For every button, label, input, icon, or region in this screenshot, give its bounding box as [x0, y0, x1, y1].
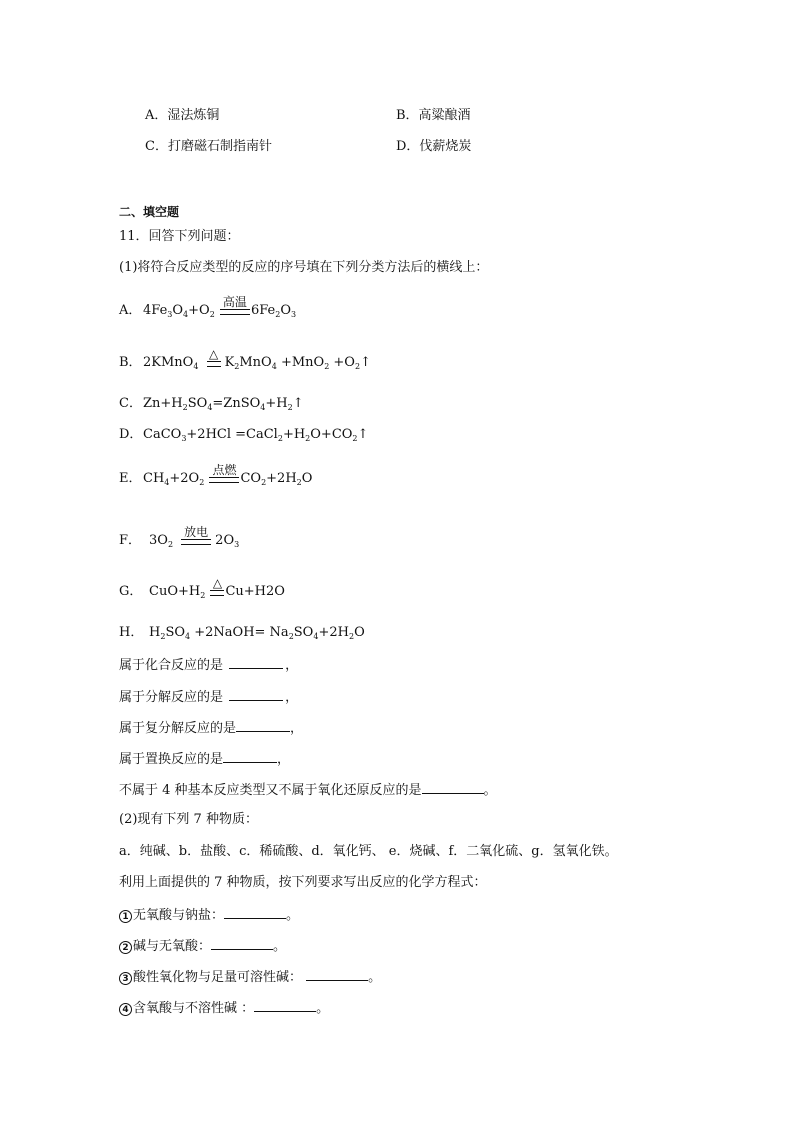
- equation-item-1: 1 无氧酸与钠盐： 。: [119, 906, 299, 924]
- reaction-e: E． $CH_4+2O_2$ 点燃 $CO_2+2H_2O$: [119, 463, 313, 487]
- equation-item-3: 3 酸性氧化物与足量可溶性碱： 。: [119, 968, 381, 986]
- reaction-label: D．: [119, 427, 143, 442]
- reaction-label: E．: [119, 471, 142, 486]
- section-title: 二、填空题: [119, 205, 180, 219]
- substances-list: a．纯碱、b．盐酸、c．稀硫酸、d．氧化钙、 e．烧碱、f．二氧化硫、g．氢氧化铁。: [119, 844, 618, 859]
- answer-blank[interactable]: [211, 937, 273, 950]
- fill-double-displacement: 属于复分解反应的是 ，: [119, 721, 304, 736]
- reaction-label: B．: [119, 355, 142, 370]
- reaction-label: C．: [119, 396, 142, 411]
- equation-item-4: 4 含氧酸与不溶性碱 ： 。: [119, 999, 329, 1017]
- fill-decomposition: 属于分解反应的是 ，: [119, 690, 299, 705]
- circled-number: 3: [119, 972, 132, 985]
- reaction-label: A．: [119, 303, 142, 318]
- reaction-condition: 高温: [220, 296, 250, 319]
- answer-blank[interactable]: [224, 906, 286, 919]
- circled-number: 4: [119, 1003, 132, 1016]
- fill-displacement: 属于置换反应的是 ，: [119, 752, 291, 767]
- reaction-h: H． $H_2SO_4$ +2NaOH= $Na_2SO_4+2H_2O$: [119, 625, 365, 641]
- circled-number: 1: [119, 910, 132, 923]
- reaction-f: F． $3O_2$ 放电 $2O_3$: [119, 525, 240, 549]
- choice-b: B．高粱酿酒: [396, 108, 471, 123]
- circled-number: 2: [119, 941, 132, 954]
- reaction-condition: △: [210, 577, 224, 600]
- answer-blank[interactable]: [223, 750, 277, 763]
- reaction-b: B．2KMnO$_4$ △ $K_2MnO_4 +MnO_2$ $+O_2↑$: [119, 347, 371, 371]
- fill-neither: 不属于 4 种基本反应类型又不属于氧化还原反应的是 。: [119, 783, 497, 798]
- reaction-a: A． $4Fe_3O_4+O_2$ 高温 $6Fe_2O_3$: [119, 295, 297, 319]
- reaction-g: G． $CuO+H_2$ △ Cu+H2O: [119, 576, 285, 600]
- reaction-condition: 点燃: [209, 464, 239, 487]
- reaction-c: C．$Zn+H_2SO_4=ZnSO_4+H_2↑$: [119, 396, 304, 412]
- reaction-condition: △: [207, 348, 221, 371]
- answer-blank[interactable]: [422, 781, 484, 794]
- reaction-d: D．CaCO$_3$+2HCl $=CaCl_2+H_2O+CO_2↑$: [119, 427, 369, 443]
- fill-combination: 属于化合反应的是 ，: [119, 658, 299, 673]
- question-11-stem: 11．回答下列问题：: [119, 229, 240, 244]
- part-1-instruction: (1)将符合反应类型的反应的序号填在下列分类方法后的横线上：: [119, 260, 489, 275]
- answer-blank[interactable]: [229, 688, 283, 701]
- reaction-label: F．: [119, 533, 142, 548]
- answer-blank[interactable]: [236, 719, 290, 732]
- choice-a: A．湿法炼铜: [145, 108, 220, 123]
- part-2-instruction: (2)现有下列 7 种物质：: [119, 812, 258, 827]
- choice-c: C．打磨磁石制指南针: [145, 139, 272, 154]
- equation-instruction: 利用上面提供的 7 种物质，按下列要求写出反应的化学方程式：: [119, 875, 487, 890]
- reaction-label: H．: [119, 625, 144, 640]
- answer-blank[interactable]: [306, 968, 368, 981]
- reaction-label: G．: [119, 584, 143, 599]
- reaction-condition: 放电: [181, 526, 211, 549]
- answer-blank[interactable]: [254, 999, 316, 1012]
- answer-blank[interactable]: [229, 656, 283, 669]
- choice-d: D．伐薪烧炭: [396, 139, 472, 154]
- equation-item-2: 2 碱与无氧酸： 。: [119, 937, 286, 955]
